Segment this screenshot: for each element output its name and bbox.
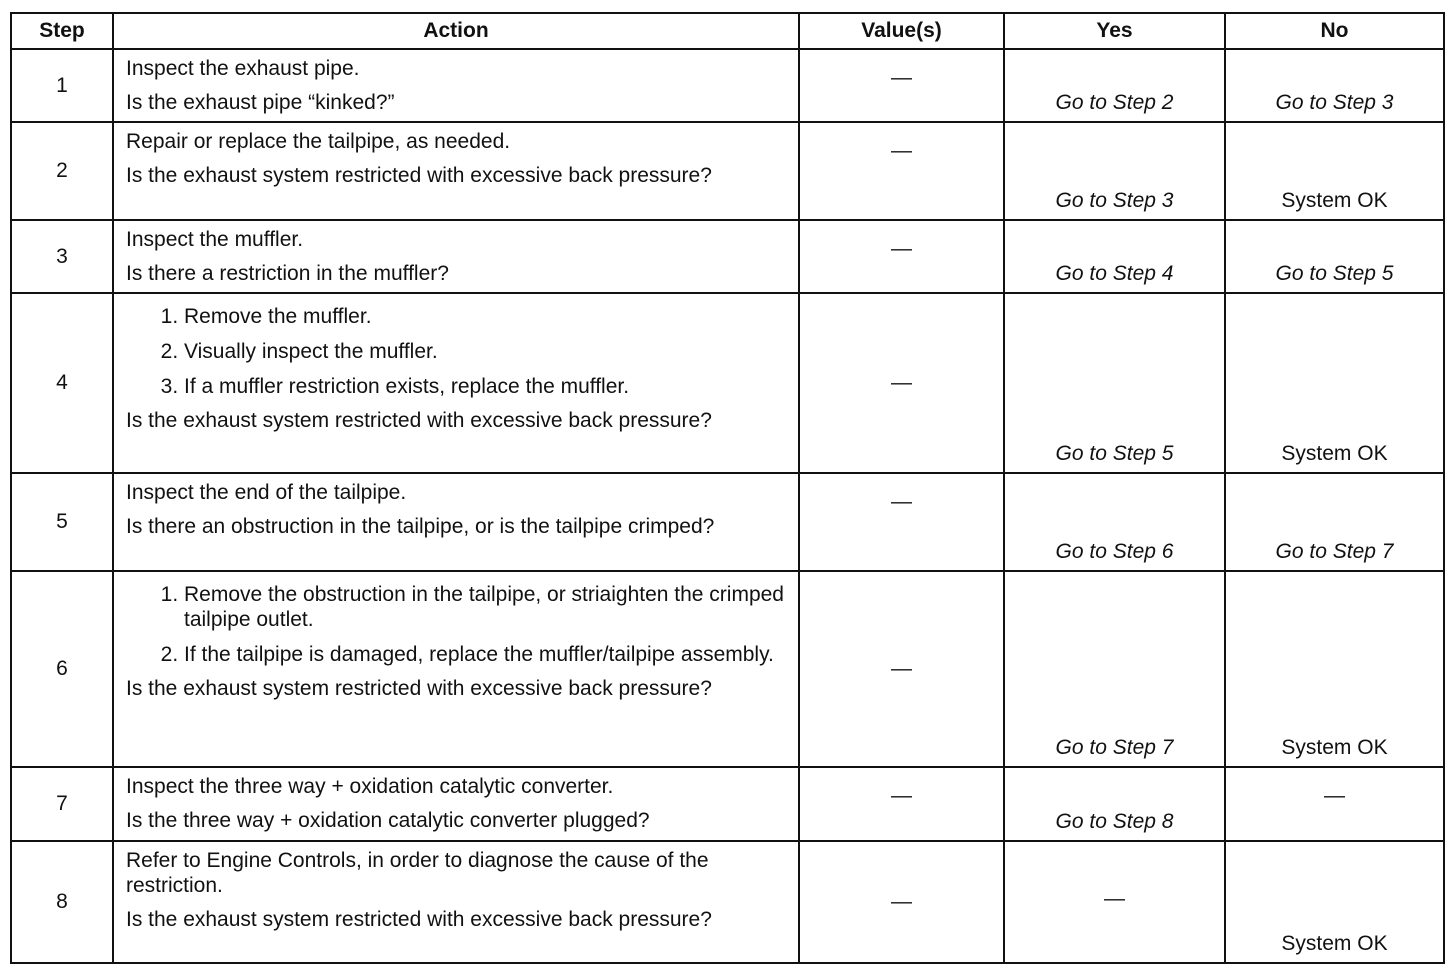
yes-goto: Go to Step 6 xyxy=(1055,540,1174,563)
value-cell xyxy=(799,220,1004,293)
no-goto: Go to Step 5 xyxy=(1275,262,1394,285)
yes-cell xyxy=(1004,49,1225,122)
no-result: System OK xyxy=(1281,189,1388,212)
value-dash: — xyxy=(891,890,912,913)
no-result: System OK xyxy=(1281,442,1388,465)
no-cell xyxy=(1225,220,1444,293)
substep-item: 1. Remove the muffler. xyxy=(184,304,786,329)
yes-goto: Go to Step 7 xyxy=(1055,736,1174,759)
step-number: 2 xyxy=(11,122,113,220)
value-dash: — xyxy=(891,371,912,394)
table-row xyxy=(11,220,1444,293)
action-question: Is the exhaust pipe “kinked?” xyxy=(126,91,395,114)
yes-cell xyxy=(1004,293,1225,473)
step-number: 4 xyxy=(11,293,113,473)
yes-goto: Go to Step 3 xyxy=(1055,189,1174,212)
header-step: Step xyxy=(11,13,113,49)
value-cell xyxy=(799,122,1004,220)
yes-dash: — xyxy=(1104,887,1125,910)
no-dash: — xyxy=(1324,784,1345,807)
action-intro: Inspect the three way + oxidation catalytic converter. xyxy=(126,775,614,798)
yes-cell xyxy=(1004,571,1225,767)
substep-list xyxy=(126,304,786,399)
action-question: Is the exhaust system restricted with excessive back pressure? xyxy=(126,409,712,432)
header-no: No xyxy=(1225,13,1444,49)
value-dash: — xyxy=(891,237,912,260)
step-number: 8 xyxy=(11,841,113,963)
table-row xyxy=(11,841,1444,963)
action-question: Is the exhaust system restricted with excessive back pressure? xyxy=(126,677,712,700)
action-cell xyxy=(113,571,799,767)
action-intro: Repair or replace the tailpipe, as needed. xyxy=(126,130,511,153)
yes-cell xyxy=(1004,767,1225,841)
action-cell xyxy=(113,473,799,571)
step-number: 7 xyxy=(11,767,113,841)
substep-list xyxy=(126,582,786,667)
header-values: Value(s) xyxy=(799,13,1004,49)
no-cell xyxy=(1225,293,1444,473)
value-cell xyxy=(799,767,1004,841)
yes-cell xyxy=(1004,220,1225,293)
value-dash: — xyxy=(891,784,912,807)
value-cell xyxy=(799,49,1004,122)
value-dash: — xyxy=(891,490,912,513)
value-cell xyxy=(799,293,1004,473)
yes-goto: Go to Step 2 xyxy=(1055,91,1174,114)
no-cell xyxy=(1225,767,1444,841)
step-number: 1 xyxy=(11,49,113,122)
action-cell xyxy=(113,841,799,963)
no-cell xyxy=(1225,571,1444,767)
action-cell xyxy=(113,122,799,220)
table-row xyxy=(11,767,1444,841)
no-cell xyxy=(1225,122,1444,220)
yes-goto: Go to Step 4 xyxy=(1055,262,1174,285)
yes-cell xyxy=(1004,122,1225,220)
header-yes: Yes xyxy=(1004,13,1225,49)
table-row xyxy=(11,473,1444,571)
action-intro: Refer to Engine Controls, in order to diagnose the cause of the restriction. xyxy=(126,849,709,897)
yes-goto: Go to Step 5 xyxy=(1055,442,1174,465)
value-cell xyxy=(799,841,1004,963)
action-question: Is the exhaust system restricted with excessive back pressure? xyxy=(126,908,712,931)
action-cell xyxy=(113,49,799,122)
no-result: System OK xyxy=(1281,932,1388,955)
action-question: Is there an obstruction in the tailpipe, or is the tailpipe crimped? xyxy=(126,515,715,538)
yes-cell xyxy=(1004,473,1225,571)
header-action: Action xyxy=(113,13,799,49)
action-intro: Inspect the exhaust pipe. xyxy=(126,57,360,80)
step-number: 5 xyxy=(11,473,113,571)
no-cell xyxy=(1225,473,1444,571)
no-goto: Go to Step 7 xyxy=(1275,540,1394,563)
table-row xyxy=(11,49,1444,122)
yes-goto: Go to Step 8 xyxy=(1055,810,1174,833)
action-question: Is there a restriction in the muffler? xyxy=(126,262,449,285)
value-cell xyxy=(799,473,1004,571)
substep-item: 1. Remove the obstruction in the tailpipe, or striaighten the crimped tailpipe outlet. xyxy=(184,582,786,632)
table-row xyxy=(11,122,1444,220)
value-dash: — xyxy=(891,657,912,680)
yes-cell xyxy=(1004,841,1225,963)
value-dash: — xyxy=(891,66,912,89)
value-dash: — xyxy=(891,139,912,162)
no-cell xyxy=(1225,49,1444,122)
no-goto: Go to Step 3 xyxy=(1275,91,1394,114)
table-header-row xyxy=(11,13,1444,49)
action-question: Is the three way + oxidation catalytic converter plugged? xyxy=(126,809,650,832)
value-cell xyxy=(799,571,1004,767)
action-question: Is the exhaust system restricted with excessive back pressure? xyxy=(126,164,712,187)
action-intro: Inspect the end of the tailpipe. xyxy=(126,481,407,504)
action-intro: Inspect the muffler. xyxy=(126,228,304,251)
table-row xyxy=(11,293,1444,473)
step-number: 3 xyxy=(11,220,113,293)
diagnostic-table xyxy=(10,12,1445,964)
substep-item: 2. If the tailpipe is damaged, replace the muffler/tailpipe assembly. xyxy=(184,642,786,667)
no-result: System OK xyxy=(1281,736,1388,759)
action-cell xyxy=(113,220,799,293)
table-row xyxy=(11,571,1444,767)
action-cell xyxy=(113,293,799,473)
substep-item: 3. If a muffler restriction exists, replace the muffler. xyxy=(184,374,786,399)
no-cell xyxy=(1225,841,1444,963)
action-cell xyxy=(113,767,799,841)
substep-item: 2. Visually inspect the muffler. xyxy=(184,339,786,364)
step-number: 6 xyxy=(11,571,113,767)
